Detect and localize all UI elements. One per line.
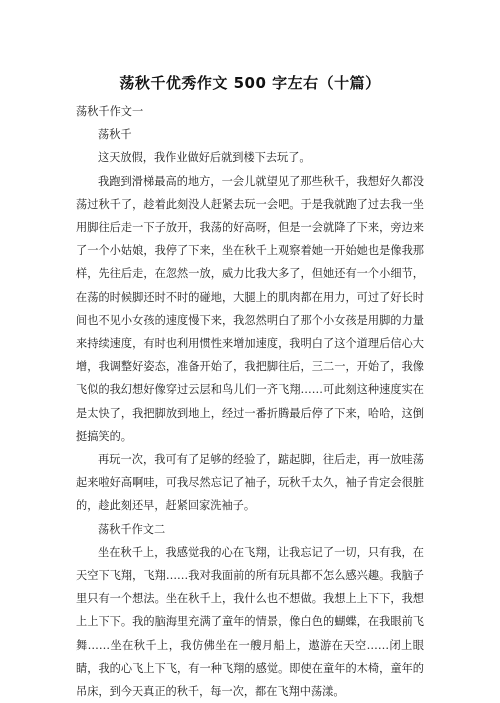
document-title: 荡秋千优秀作文 500 字左右（十篇）	[119, 74, 381, 92]
paragraph: 荡秋千作文一	[76, 105, 144, 118]
paragraph: 坐在秋千上，我感觉我的心在飞翔，让我忘记了一切，只有我，在天空下飞翔，飞翔……我对我面前的所有玩具都不怎么感兴趣。我脑子里只有一个想法。坐在秋千上，我什么也不想做。我想上上下下，我想上上下下。我的脑海里充满了童年的情景，像白色的蝴蝶，在我眼前飞舞……坐在秋千上，我仿佛坐在一艘月船上，遨游在天空……闭上眼睛，我的心飞上下飞，有一种飞翔的感觉。即使在童年的木椅，童年的吊床，到今天真正的秋千，每一次，都在飞翔中荡漾。	[76, 545, 424, 699]
paragraph: 这天放假，我作业做好后就到楼下去玩了。	[98, 151, 311, 165]
paragraph: 荡秋千作文二	[98, 522, 166, 536]
document-body	[76, 100, 424, 703]
paragraph: 荡秋千	[98, 128, 132, 142]
paragraph: 再玩一次，我可有了足够的经验了，踮起脚，往后走，再一放哇荡起来啦好高啊哇，可我尽然忘记了袖子，玩秋千太久，袖子肯定会很脏的，趁此刻还早，赶紧回家洗袖子。	[76, 453, 424, 513]
paragraph: 我跑到滑梯最高的地方，一会儿就望见了那些秋千，我想好久都没荡过秋千了，趁着此刻没人赶紧去玩一会吧。于是我就跑了过去我一坐用脚往后走一下子放开，我荡的好高呀，但是一会就降了下来，旁边来了一个小姑娘，我停了下来，坐在秋千上观察着她一开始她也是像我那样，先往后走，在忽然一放，威力比我大多了，但她还有一个小细节，在荡的时候脚还时不时的碰地，大腿上的肌肉都在用力，可过了好长时间也不见小女孩的速度慢下来，我忽然明白了那个小女孩是用脚的力量来持续速度，有时也利用惯性来增加速度，我明白了这个道理后信心大增，我调整好姿态，准备开始了，我把脚往后，三二一，开始了，我像飞似的我幻想好像穿过云层和鸟儿们一齐飞翔……可此刻这种速度实在是太快了，我把脚放到地上，经过一番折腾最后停了下来，哈哈，这倒挺搞笑的。	[76, 174, 424, 443]
